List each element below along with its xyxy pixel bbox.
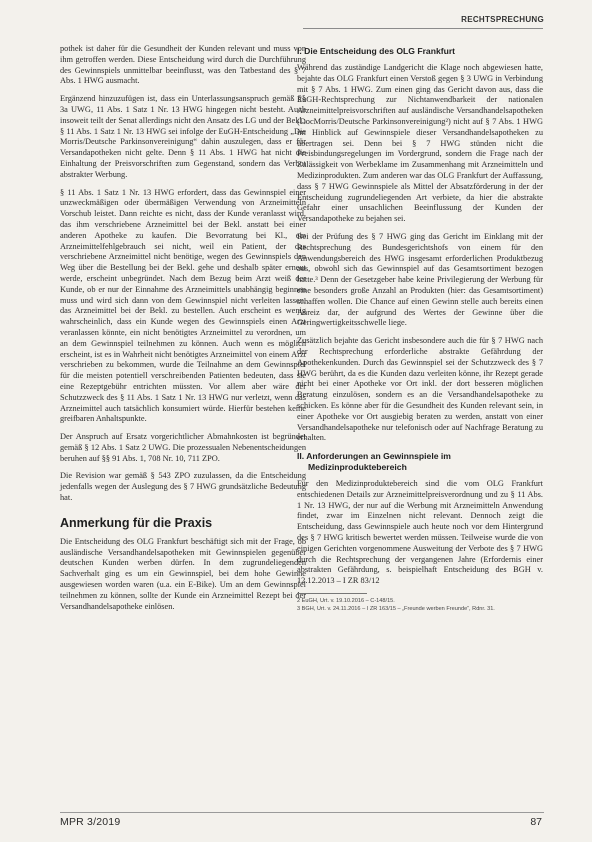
heading-entscheidung: I. Die Entscheidung des OLG Frankfurt <box>297 46 456 56</box>
left-column <box>60 44 306 612</box>
left-paragraph-1: pothek ist daher für die Gesundheit der Kunden relevant und muss von ihm getroffen werden. Diese Entscheidung wird durch die Durchführung des Gewinnspiels unmittelbar beeinflusst, was den Tatbestand des § 7 Abs. 1 HWG ausmacht. <box>60 44 306 86</box>
praxis-heading: Anmerkung für die Praxis <box>60 515 213 530</box>
left-paragraph-5: Die Revision war gemäß § 543 ZPO zuzulassen, da die Entscheidung jedenfalls wegen der Auslegung des § 7 HWG grundsätzliche Bedeutung hat. <box>60 471 306 503</box>
footnote-3: 3 BGH, Urt. v. 24.11.2016 – I ZR 163/15 – „Freunde werben Freunde“, Rdnr. 31. <box>297 605 495 612</box>
section-label: RECHTSPRECHUNG <box>461 15 544 24</box>
page-number: 87 <box>530 816 542 828</box>
left-paragraph-3: § 11 Abs. 1 Satz 1 Nr. 13 HWG erfordert, dass das Gewinnspiel einer unzweckmäßigen oder übermäßigen Verwendung von Arzneimitteln Vorschub leistet. Dann reichte es nicht, dass der Kunde veranlasst wird, das ihm verschriebene Arzneimittel bei der Bekl. anstatt bei einer anderen Apotheke zu kaufen. Die Bevorratung bei Kl., ein Arzneimittelfehlgebrauch sei nicht, weil ein Patient, der das verschriebene Arzneimittel nicht benötige, wegen des Gewinnspiels den Weg über die Bestellung bei der Bekl. gehe und deshalb später erneut werde, erscheint unbegründet. Nach dem Bezug beim Arzt weiß der Kunde, ob er nur der Einnahme des Arzneimittels unabhängig beginnen muss und wird sich dann von dem Gewinnspiel nicht verleiten lassen, das Arzneimittel bei der Bekl. zu bestellen. Auch erscheint es wenig wahrscheinlich, dass ein Kunde wegen des Gewinnspiels einen Arzt veranlassen könnte, ein nicht benötigtes Arzneimittel zu verordnen, um an dem Gewinnspiel teilnehmen zu können. Auch wenn es möglich erscheint, ist es in Wahrheit nicht benötigtes Arzneimittel von einem Arzt verschrieben zu bekommen, wurde die Teilnahme an dem Gewinnspiel für die meisten potentiell verschreibenden Patienten bedeuten, dass sie eine Rezeptgebühr entrichten müssten. Vor allem aber wäre der Schutzzweck des § 11 Abs. 1 Satz 1 Nr. 13 HWG nur verletzt, wenn das Arzneimittel auch tatsächlich konsumiert würde. Hierfür bestehen keine greifbaren Anhaltspunkte. <box>60 187 306 424</box>
right-column <box>297 44 543 614</box>
heading-anforderungen-line-2: Medizinproduktebereich <box>308 462 407 473</box>
left-paragraph-4: Der Anspruch auf Ersatz vorgerichtlicher Abmahnkosten ist begründet gemäß § 12 Abs. 1 Satz 2 UWG. Die prozessualen Nebenentscheidungen beruhen auf §§ 91 Abs. 1, 708 Nr. 10, 711 ZPO. <box>60 432 306 463</box>
right-paragraph-3: Zusätzlich bejahte das Gericht insbesondere auch die für § 7 HWG nach der Rechtsprechung erforderliche abstrakte Gefährdung der Apothekenkunden. Durch das Gewinnspiel sei der Schutzzweck des § 7 HWG berührt, da es die Kunden dazu verleiten könne, ihr Rezept gerade nicht bei einer Apotheke vor Ort inkl. der dort besseren möglichen Beratung einzulösen, sondern es an die Versandhandelsapotheke zu schicken. Es könne aber für die Gesundheit des Kunden relevant sein, in einer Apotheke vor Ort ausgiebig beraten zu werden, anstatt von einer Versandhandelsapotheke nur telefonisch oder auf Nachfrage Beratung zu erhalten. <box>297 336 543 443</box>
journal-issue: MPR 3/2019 <box>60 816 121 828</box>
heading-anforderungen <box>297 451 543 473</box>
footnote-2: 2 EuGH, Urt. v. 19.10.2016 – C-148/15. <box>297 598 395 605</box>
footer-rule <box>60 812 544 813</box>
praxis-paragraph: Die Entscheidung des OLG Frankfurt beschäftigt sich mit der Frage, ob ausländische Versandhandelsapotheken mit Gewinnspielen gegenüber deutschen Kunden werben dürfen. In dem zugrundeliegenden Sachverhalt ging es um ein Gewinnspiel, bei dem hohe Gewinne ausgewiesen worden waren (u.a. ein E-Bike). Um an dem Gewinnspiel teilnehmen zu können, sollte der Kunde ein Arzneimittel Rezept bei der Versandhandelsapotheke einlösen. <box>60 536 306 611</box>
right-paragraph-2: Bei der Prüfung des § 7 HWG ging das Gericht im Einklang mit der Rechtsprechung des Bundesgerichtshofs von einem für den Anwendungsbereich des HWG insgesamt erforderlichen Produktbezug aus, obwohl sich das Gewinnspiel auf das Gesamtsortiment bezogen hatte.³ Denn der Gesetzgeber habe keine Privilegierung der Werbung für eine besonders große Anzahl an Produkten (hier: das Gesamtsortiment) schaffen wollen. Die Chance auf einen Gewinn stelle auch bereits einen Anreiz dar, der aufgrund des Wertes der Gewinne über die Geringwertigkeitsschwelle liege. <box>297 231 543 328</box>
header-rule <box>303 28 543 29</box>
right-paragraph-4: Für den Medizinproduktebereich sind die vom OLG Frankfurt entschiedenen Details zur Arzneimittelpreisverordnung und zu § 11 Abs. 1 Nr. 13 HWG, der nur auf die Werbung mit Arzneimitteln Anwendung findet, zwar im Einzelnen nicht relevant. Dennoch zeigt die Entscheidung, dass Gewinnspiele auch heute noch vor dem Hintergrund des § 7 HWG kritisch bewertet werden müssen. Teilweise wurde die von einigen Gerichten vorgenommene Ausweitung der Verbote des § 7 HWG durch die Rechtsprechung der vergangenen Jahre (Erfordernis einer abstrakten Gefährdung, s. beispielhaft Entscheidung des BGH v. 12.12.2013 – I ZR 83/12 <box>297 479 543 586</box>
left-paragraph-2: Ergänzend hinzuzufügen ist, dass ein Unterlassungsanspruch gemäß §§ 3a UWG, 11 Abs. 1 Satz 1 Nr. 13 HWG hingegen nicht besteht. Auch insoweit teilt der Senat allerdings nicht den Ansatz des LG und der Bekl., § 11 Abs. 1 Satz 1 Nr. 13 HWG sei infolge der EuGH-Entscheidung „Die Morris/Deutsche Parkinsonvereinigung“ dahin auszulegen, dass er für Versandapotheken nicht gelte. Denn § 11 Abs. 1 HWG hat nicht die Einhaltung der Preisvorschriften zum Gegenstand, sondern das Verbot abstrakter Werbung. <box>60 94 306 179</box>
right-paragraph-1: Während das zuständige Landgericht die Klage noch abgewiesen hatte, bejahte das OLG Frankfurt einen Verstoß gegen § 3 UWG in Verbindung mit § 7 Abs. 1 HWG. Zum einen ging das Gericht davon aus, dass die EuGH-Rechtsprechung zur Nichtanwendbarkeit der nationalen Arzneimittelpreisvorschriften auf ausländische Versandhandelsapotheken (DocMorris/Deutsche Parkinsonvereinigung²) nicht auf § 7 Abs. 1 HWG im Hinblick auf Gewinnspiele dieser Versandhandelsapotheken zu übertragen sei. Denn bei § 7 HWG stünden nicht die Preisbindungsregelungen im Vordergrund, sondern die Frage nach der Zulässigkeit von Werbeklame im Zusammenhang mit Arzneimitteln und Medizinprodukten. Zum anderen war das OLG Frankfurt der Auffassung, dass § 7 HWG Gewinnspiele als Mittel der Absatzförderung in der der Entscheidung zugrundeliegenden Art verbiete, da hier die abstrakte Gefahr einer unsachlichen Beeinflussung der Kunden der Versandapotheke zu bejahen sei. <box>297 63 543 224</box>
heading-anforderungen-line-1: II. Anforderungen an Gewinnspiele im <box>297 451 451 462</box>
